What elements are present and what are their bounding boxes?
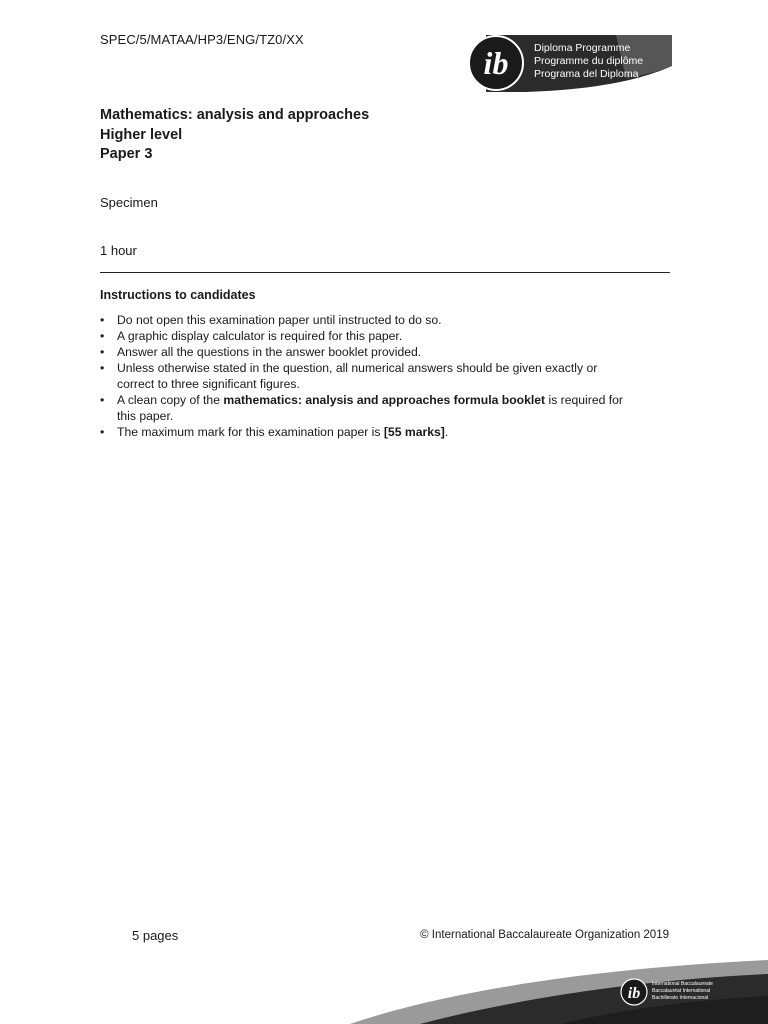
- instruction-text-line: this paper.: [117, 409, 174, 423]
- ib-logo-letters: ib: [483, 45, 509, 81]
- bullet-icon: •: [100, 393, 105, 407]
- instruction-text-line: Unless otherwise stated in the question, all numerical answers should be given exactly or: [117, 361, 598, 375]
- footer-banner: [0, 940, 768, 1024]
- bullet-icon: •: [100, 329, 105, 343]
- footer-logo-line-3: Bachillerato Internacional: [652, 995, 709, 1001]
- level-title: Higher level: [100, 126, 183, 143]
- instruction-text: .: [444, 425, 449, 439]
- paper-code: SPEC/5/MATAA/HP3/ENG/TZ0/XX: [100, 32, 304, 47]
- instruction-item: [100, 312, 670, 328]
- instruction-item: [100, 328, 670, 344]
- bullet-icon: •: [100, 361, 105, 375]
- title-block: [100, 106, 369, 165]
- ib-logo-letters: ib: [627, 985, 641, 1002]
- bullet-icon: •: [100, 425, 105, 439]
- instruction-text: Do not open this examination paper until instructed to do so.: [117, 313, 442, 327]
- instruction-item: [100, 392, 670, 424]
- logo-line-2: Programme du diplôme: [534, 55, 644, 67]
- instructions-heading: Instructions to candidates: [100, 288, 256, 302]
- subject-title: Mathematics: analysis and approaches: [100, 107, 370, 123]
- paper-title: Paper 3: [100, 146, 153, 162]
- formula-booklet-text: mathematics: analysis and approaches formula booklet: [223, 393, 546, 407]
- instruction-text: is required for: [545, 393, 623, 407]
- instructions-list: [100, 312, 670, 440]
- instruction-item: [100, 360, 670, 392]
- bullet-icon: •: [100, 313, 105, 327]
- instruction-item: [100, 344, 670, 360]
- instruction-item: [100, 424, 670, 440]
- bullet-icon: •: [100, 345, 105, 359]
- duration-label: 1 hour: [100, 243, 137, 258]
- copyright-notice: © International Baccalaureate Organization 2019: [420, 929, 669, 941]
- instruction-text: A graphic display calculator is required for this paper.: [117, 329, 403, 343]
- page-count: 5 pages: [132, 928, 179, 943]
- logo-line-1: Diploma Programme: [534, 42, 631, 54]
- instruction-text: The maximum mark for this examination paper is: [117, 425, 384, 439]
- instruction-text-line: correct to three significant figures.: [117, 377, 300, 391]
- instruction-text: Answer all the questions in the answer booklet provided.: [117, 345, 422, 359]
- logo-line-3: Programa del Diploma: [534, 68, 639, 80]
- instruction-text: A clean copy of the: [117, 393, 224, 407]
- ib-logo-header: [466, 32, 672, 94]
- footer-logo-line-1: International Baccalaureate: [652, 981, 713, 987]
- specimen-label: Specimen: [100, 195, 158, 210]
- max-marks-text: [55 marks]: [383, 425, 445, 439]
- footer-logo-line-2: Baccalauréat International: [652, 988, 711, 994]
- divider-rule: [100, 272, 670, 273]
